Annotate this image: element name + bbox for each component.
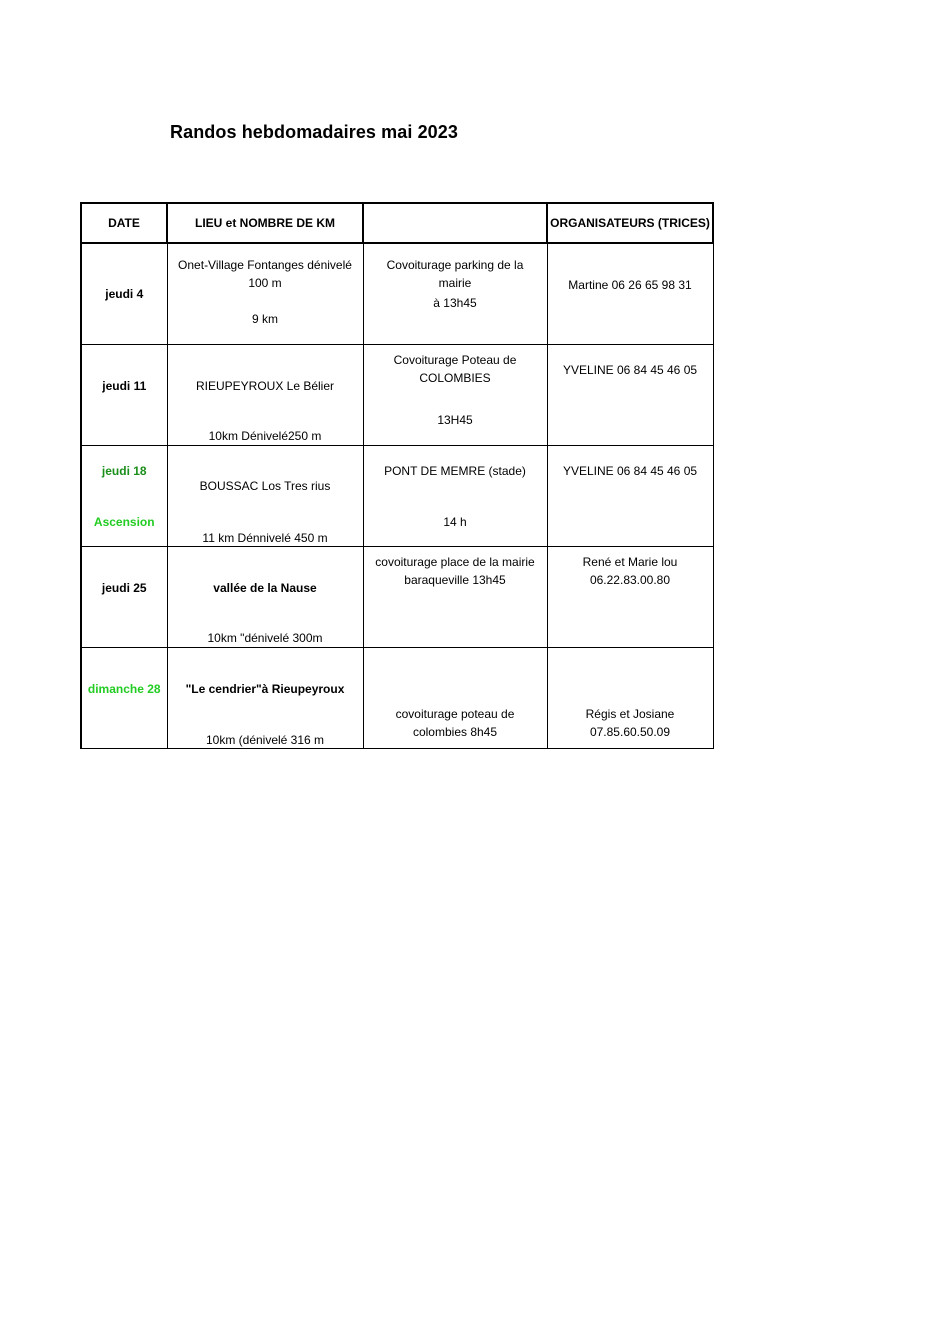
page-title: Randos hebdomadaires mai 2023 [170, 122, 459, 142]
table-row [81, 445, 713, 546]
info-cell [363, 647, 547, 748]
organizer-text: René et Marie lou 06.22.83.00.80 [582, 554, 678, 587]
header-info [363, 203, 547, 243]
lieu-cell [167, 344, 363, 445]
distance-text: 9 km [251, 312, 278, 326]
info-cell [363, 344, 547, 445]
table-header-row [81, 203, 713, 243]
org-cell [547, 445, 713, 546]
date-label: jeudi 18 [101, 463, 147, 478]
date-cell [81, 243, 167, 344]
lieu-cell [167, 445, 363, 546]
meeting-time-text: 13H45 [437, 412, 473, 427]
meeting-time-text: 14 h [443, 514, 467, 529]
lieu-text: RIEUPEYROUX Le Bélier [195, 378, 335, 393]
date-cell [81, 445, 167, 546]
org-cell [547, 243, 713, 344]
organizer-text: Martine 06 26 65 98 31 [568, 278, 692, 292]
org-cell [547, 546, 713, 647]
meeting-point-text: covoiturage poteau de colombies 8h45 [395, 706, 515, 739]
date-cell [81, 647, 167, 748]
org-cell [547, 647, 713, 748]
lieu-cell [167, 546, 363, 647]
date-label: jeudi 25 [101, 580, 147, 595]
meeting-point-text: Covoiturage Poteau de COLOMBIES [393, 352, 517, 385]
date-cell [81, 546, 167, 647]
date-cell [81, 344, 167, 445]
info-cell [363, 546, 547, 647]
info-cell [363, 243, 547, 344]
info-cell [363, 445, 547, 546]
holiday-label: Ascension [93, 514, 155, 529]
lieu-text: BOUSSAC Los Tres rius [199, 478, 331, 493]
distance-text: 10km "dénivelé 300m [207, 630, 323, 645]
organizer-text: YVELINE 06 84 45 46 05 [562, 362, 698, 377]
table-row [81, 344, 713, 445]
lieu-text: vallée de la Nause [213, 580, 317, 595]
distance-text: 10km Dénivelé250 m [208, 428, 322, 443]
distance-text: 11 km Dénnivelé 450 m [202, 530, 328, 545]
table-row [81, 546, 713, 647]
date-label: dimanche 28 [87, 681, 161, 696]
meeting-point-text: covoiturage place de la mairie baraqueville 13h45 [375, 554, 535, 587]
lieu-cell [167, 647, 363, 748]
lieu-text: "Le cendrier"à Rieupeyroux [185, 681, 345, 696]
header-date: DATE [81, 203, 167, 243]
meeting-point-text: PONT DE MEMRE (stade) [384, 463, 526, 478]
meeting-time-text: à 13h45 [433, 296, 477, 310]
table-row [81, 647, 713, 748]
lieu-cell [167, 243, 363, 344]
lieu-text: Onet-Village Fontanges dénivelé 100 m [178, 258, 352, 290]
date-label: jeudi 11 [102, 378, 147, 393]
header-lieu: LIEU et NOMBRE DE KM [167, 203, 363, 243]
org-cell [547, 344, 713, 445]
date-label: jeudi 4 [105, 287, 144, 301]
header-organisateurs: ORGANISATEURS (TRICES) [547, 203, 713, 243]
organizer-text: YVELINE 06 84 45 46 05 [562, 463, 698, 478]
table-row [81, 243, 713, 344]
randos-table [80, 202, 714, 749]
distance-text: 10km (dénivelé 316 m [205, 732, 325, 747]
organizer-text: Régis et Josiane 07.85.60.50.09 [585, 706, 675, 739]
meeting-point-text: Covoiturage parking de la mairie [386, 258, 524, 290]
